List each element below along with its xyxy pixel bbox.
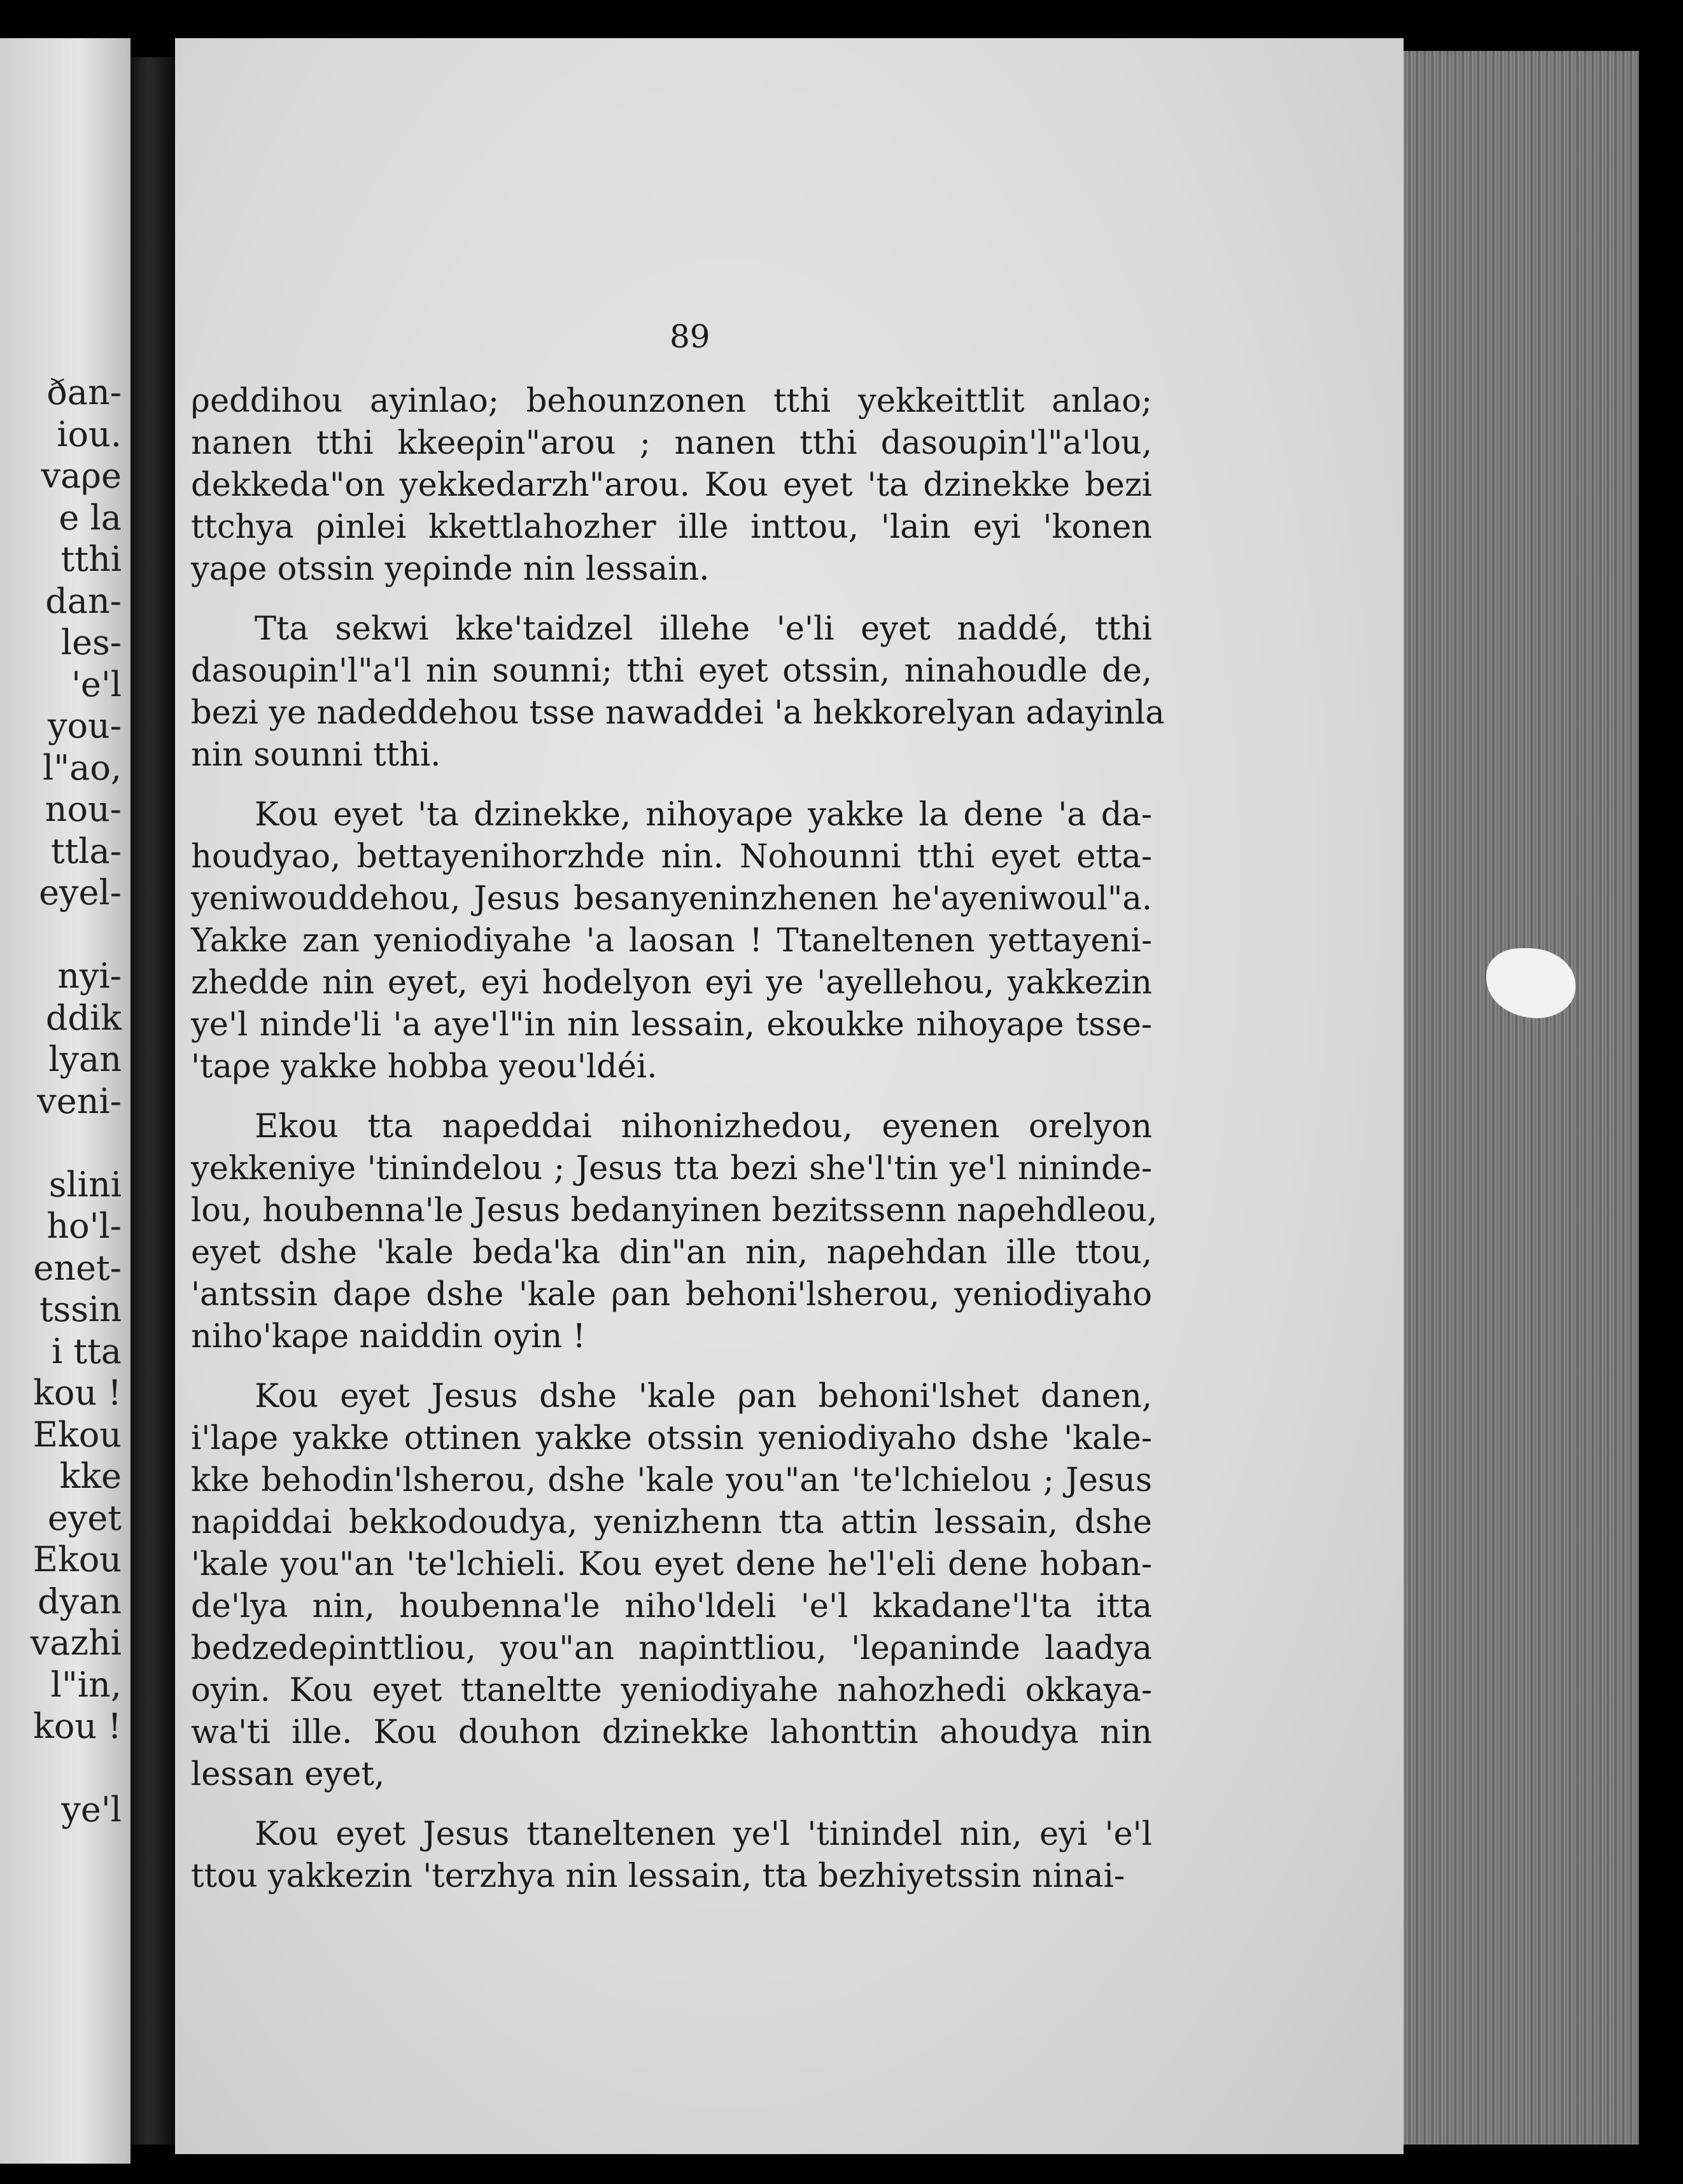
left-page-fragment: tssin (39, 1289, 122, 1329)
left-page-fragment: 'e'l (71, 664, 122, 704)
text-line: wa'ti ille. Kou douhon dzinekke lahonttin ahoudya nin (191, 1714, 1152, 1751)
text-line: kke behodin'lsherou, dshe 'kale you"an 'te'lchielou ; Jesus (191, 1462, 1152, 1499)
left-page-fragment: ttla- (50, 830, 122, 871)
paragraph (191, 1376, 1152, 1796)
text-line: eyet dshe 'kale beda'ka din"an nin, naρehdan ille ttou, (191, 1234, 1152, 1271)
text-line: niho'kaρe naiddin oyin ! (191, 1318, 586, 1355)
left-page-fragment: kou ! (33, 1706, 122, 1746)
left-page-fragment: veni- (37, 1081, 122, 1121)
left-page-fragment: ðan- (46, 372, 122, 412)
left-page-fragment: nou- (45, 789, 122, 829)
text-line: ρeddihou ayinlao; behounzonen tthi yekkeittlit anlao; (191, 382, 1152, 420)
left-page-fragment: dyan (37, 1581, 122, 1621)
text-line: yeniwouddehou, Jesus besanyeninzhenen he'ayeniwoul"a. (191, 880, 1152, 918)
text-line: Kou eyet Jesus ttaneltenen ye'l 'tinindel nin, eyi 'e'l (255, 1816, 1152, 1853)
text-line: Kou eyet Jesus dshe 'kale ρan behoni'lshet danen, (255, 1378, 1152, 1415)
text-line: yekkeniye 'tinindelou ; Jesus tta bezi she'l'tin ye'l nininde- (191, 1150, 1152, 1187)
left-page-fragment: iou. (57, 414, 122, 454)
left-page-fragment: you- (47, 706, 122, 746)
paper-damage-blot (1486, 948, 1575, 1018)
left-page-fragment: l"in, (50, 1664, 122, 1705)
text-line: de'lya nin, houbenna'le niho'ldeli 'e'l kkadane'l'ta itta (191, 1588, 1152, 1625)
text-line: ye'l ninde'li 'a aye'l"in nin lessain, ekoukke nihoyaρe tsse- (191, 1006, 1152, 1044)
text-line: lou, houbenna'le Jesus bedanyinen bezitssenn naρehdleou, (191, 1192, 1158, 1229)
text-line: dasouρin'l"a'l nin sounni; tthi eyet otssin, ninahoudle de, (191, 652, 1152, 690)
left-page-margin (0, 38, 130, 2164)
text-line: 'taρe yakke hobba yeou'ldéi. (191, 1048, 658, 1086)
left-page-fragment: i tta (51, 1331, 122, 1371)
left-page-fragment: vazhi (30, 1623, 122, 1663)
left-page-fragment: tthi (60, 539, 122, 579)
left-page-fragment: enet- (33, 1247, 122, 1288)
text-line: i'laρe yakke ottinen yakke otssin yeniodiyaho dshe 'kale- (191, 1420, 1152, 1457)
left-page-fragment: eyet (47, 1497, 122, 1538)
paragraph (191, 1814, 1152, 1898)
body-text (191, 381, 1165, 1898)
text-line: naρiddai bekkodoudya, yenizhenn tta attin lessain, dshe (191, 1504, 1152, 1541)
text-line: Kou eyet 'ta dzinekke, nihoyaρe yakke la dene 'a da- (255, 796, 1152, 834)
paragraph (191, 794, 1152, 1088)
left-page-fragment: Ekou (32, 1414, 122, 1455)
paragraph (191, 608, 1165, 776)
left-page-fragment: e la (59, 497, 122, 538)
text-line: Yakke zan yeniodiyahe 'a laosan ! Ttaneltenen yettayeni- (191, 922, 1152, 960)
text-line: yaρe otssin yeρinde nin lessain. (191, 550, 710, 588)
paragraph (191, 381, 1152, 591)
book-spine (130, 57, 175, 2145)
page-edge-stack (1404, 51, 1639, 2145)
left-page-fragment: dan- (45, 580, 122, 621)
left-page-fragment: Ekou (32, 1539, 122, 1579)
text-line: Tta sekwi kke'taidzel illehe 'e'li eyet naddé, tthi (255, 610, 1152, 648)
text-line: nanen tthi kkeeρin"arou ; nanen tthi dasouρin'l"a'lou, (191, 424, 1152, 462)
left-page-fragment: l"ao, (43, 747, 122, 788)
text-line: ttou yakkezin 'terzhya nin lessain, tta bezhiyetssin ninai- (191, 1858, 1125, 1895)
text-line: nin sounni tthi. (191, 736, 441, 774)
left-page-fragment: les- (60, 622, 122, 662)
text-line: zhedde nin eyet, eyi hodelyon eyi ye 'ayellehou, yakkezin (191, 964, 1152, 1002)
text-line: lessan eyet, (191, 1756, 385, 1793)
page-number: 89 (670, 318, 710, 355)
left-page-fragment: slini (48, 1164, 122, 1205)
left-page-fragment: vaρe (41, 456, 122, 496)
text-line: dekkeda"on yekkedarzh"arou. Kou eyet 'ta dzinekke bezi (191, 466, 1152, 504)
text-line: 'kale you"an 'te'lchieli. Kou eyet dene he'l'eli dene hoban- (191, 1546, 1152, 1583)
text-line: ttchya ρinlei kkettlahozher ille inttou, 'lain eyi 'konen (191, 508, 1152, 546)
paragraph (191, 1106, 1158, 1358)
left-page-fragment: ye'l (61, 1789, 122, 1830)
text-line: bezi ye nadeddehou tsse nawaddei 'a hekkorelyan adayinla (191, 694, 1165, 732)
text-line: 'antssin daρe dshe 'kale ρan behoni'lsherou, yeniodiyaho (191, 1276, 1152, 1313)
left-page-fragment: eyel- (39, 872, 122, 913)
text-line: houdyao, bettayenihorzhde nin. Nohounni tthi eyet etta- (191, 838, 1152, 876)
left-page-fragment: ho'l- (46, 1206, 122, 1246)
left-page-fragment: ddik (45, 997, 122, 1038)
left-page-fragment: lyan (48, 1039, 122, 1079)
text-line: Ekou tta naρeddai nihonizhedou, eyenen orelyon (255, 1108, 1152, 1145)
text-line: bedzedeρinttliou, you"an naρinttliou, 'leρaninde laadya (191, 1630, 1152, 1667)
left-page-fragment: kou ! (33, 1373, 122, 1413)
left-page-fragment: nyi- (57, 956, 122, 996)
text-line: oyin. Kou eyet ttaneltte yeniodiyahe nahozhedi okkaya- (191, 1672, 1152, 1709)
left-page-fragment: kke (59, 1456, 122, 1496)
